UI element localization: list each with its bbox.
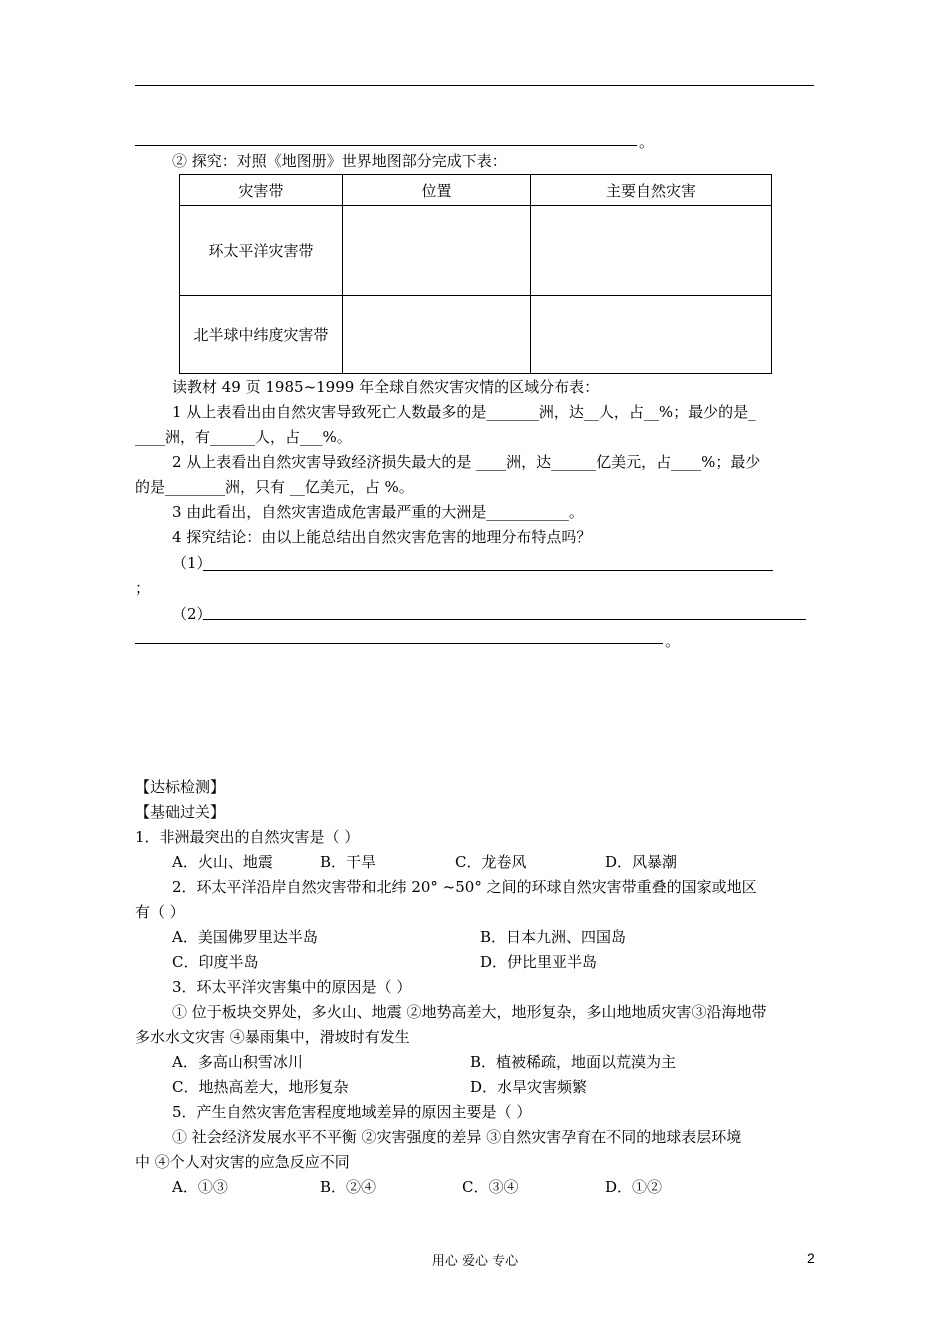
test-question-2-line1: 2．环太平洋沿岸自然灾害带和北纬 20° ~50° 之间的环球自然灾害带重叠的国家或地区 — [172, 878, 757, 896]
question-5-statements-line1: ① 社会经济发展水平不平衡 ②灾害强度的差异 ③自然灾害孕育在不同的地球表层环境 — [172, 1128, 742, 1146]
page-number: 2 — [807, 1250, 815, 1266]
question-2-line2: 的是________洲，只有 __亿美元，占 %。 — [135, 478, 414, 496]
instruction-explore: ② 探究：对照《地图册》世界地图部分完成下表： — [172, 152, 507, 170]
option-a[interactable]: A．火山、地震 — [172, 853, 273, 871]
option-a[interactable]: A．①③ — [172, 1178, 228, 1196]
answer-blank-line[interactable] — [203, 619, 806, 620]
answer-blank-line[interactable] — [135, 643, 663, 644]
conclusion-1-label: （1） — [172, 554, 212, 572]
table-header-cell: 主要自然灾害 — [531, 175, 772, 206]
section-heading-basic: 【基础过关】 — [135, 803, 226, 821]
option-b[interactable]: B．日本九洲、四国岛 — [480, 928, 627, 946]
header-rule — [135, 85, 814, 86]
option-b[interactable]: B．②④ — [320, 1178, 377, 1196]
section-heading-test: 【达标检测】 — [135, 778, 226, 796]
test-question-1: 1．非洲最突出的自然灾害是（ ） — [135, 828, 360, 846]
page-footer: 用心 爱心 专心 — [431, 1254, 519, 1269]
conclusion-2-label: （2） — [172, 605, 212, 623]
period-mark: 。 — [665, 632, 681, 650]
question-4: 4 探究结论：由以上能总结出自然灾害危害的地理分布特点吗？ — [172, 528, 592, 546]
disaster-belt-table — [179, 174, 772, 374]
question-1-line2: ____洲，有______人，占___%。 — [135, 428, 352, 446]
table-cell[interactable] — [343, 296, 531, 374]
option-c[interactable]: C．③④ — [462, 1178, 519, 1196]
table-cell[interactable] — [343, 206, 531, 296]
answer-blank-line[interactable] — [203, 570, 773, 571]
question-3-statements-line2: 多水水文灾害 ④暴雨集中，滑坡时有发生 — [135, 1028, 410, 1046]
reading-instruction: 读教材 49 页 1985~1999 年全球自然灾害灾情的区域分布表： — [172, 378, 600, 396]
question-5-statements-line2: 中 ④个人对灾害的应急反应不同 — [135, 1153, 350, 1171]
semicolon-mark: ； — [135, 579, 151, 597]
test-question-2-line2: 有（ ） — [135, 903, 185, 921]
period-mark: 。 — [639, 133, 655, 151]
option-d[interactable]: D．风暴潮 — [605, 853, 678, 871]
answer-blank-line — [135, 145, 637, 146]
test-question-3: 3．环太平洋灾害集中的原因是（ ） — [172, 978, 412, 996]
option-c[interactable]: C．地热高差大，地形复杂 — [172, 1078, 349, 1096]
question-2-line1: 2 从上表看出自然灾害导致经济损失最大的是 ____洲，达______亿美元，占____%；最少 — [172, 453, 761, 471]
option-d[interactable]: D．①② — [605, 1178, 663, 1196]
table-cell: 北半球中纬度灾害带 — [180, 296, 343, 374]
table-row — [180, 206, 772, 296]
table-row — [180, 296, 772, 374]
option-b[interactable]: B．植被稀疏，地面以荒漠为主 — [470, 1053, 677, 1071]
table-cell[interactable] — [531, 206, 772, 296]
test-question-5: 5．产生自然灾害危害程度地域差异的原因主要是（ ） — [172, 1103, 532, 1121]
table-cell: 环太平洋灾害带 — [180, 206, 343, 296]
option-c[interactable]: C．龙卷风 — [455, 853, 527, 871]
question-3: 3 由此看出，自然灾害造成危害最严重的大洲是___________。 — [172, 503, 584, 521]
option-a[interactable]: A．美国佛罗里达半岛 — [172, 928, 318, 946]
question-1-line1: 1 从上表看出由自然灾害导致死亡人数最多的是_______洲，达__人，占__%；最少的是_ — [172, 403, 756, 421]
table-header-cell: 灾害带 — [180, 175, 343, 206]
table-cell[interactable] — [531, 296, 772, 374]
option-c[interactable]: C．印度半岛 — [172, 953, 259, 971]
option-d[interactable]: D．伊比里亚半岛 — [480, 953, 598, 971]
option-b[interactable]: B．干旱 — [320, 853, 377, 871]
table-header-row — [180, 175, 772, 206]
table-header-cell: 位置 — [343, 175, 531, 206]
option-a[interactable]: A．多高山积雪冰川 — [172, 1053, 303, 1071]
option-d[interactable]: D．水旱灾害频繁 — [470, 1078, 588, 1096]
question-3-statements-line1: ① 位于板块交界处，多火山、地震 ②地势高差大，地形复杂，多山地地质灾害③沿海地带 — [172, 1003, 767, 1021]
